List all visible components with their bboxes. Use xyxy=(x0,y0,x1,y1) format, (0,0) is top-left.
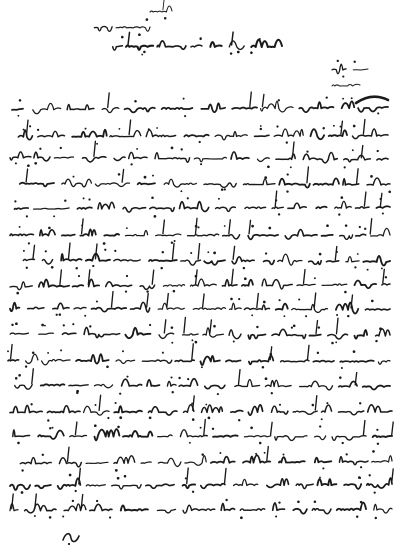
body-line-3 xyxy=(10,141,388,168)
body-line-10 xyxy=(10,317,390,344)
body-line-14 xyxy=(13,420,393,445)
body-line-12 xyxy=(15,369,390,395)
margin-note-right-2 xyxy=(332,84,360,86)
body-line-7 xyxy=(23,243,390,271)
top-marginal-note xyxy=(94,18,150,36)
body-line-4 xyxy=(20,167,391,193)
body-line-2 xyxy=(18,120,388,145)
rubric-stroke xyxy=(356,97,388,103)
body-line-9 xyxy=(10,292,390,318)
body-line-1 xyxy=(12,92,388,117)
body-line-15 xyxy=(20,447,392,472)
basmala-heading xyxy=(113,32,282,55)
margin-note-right-1 xyxy=(332,60,368,78)
body-line-16 xyxy=(10,468,393,494)
body-line-8 xyxy=(10,269,390,294)
body-line-11 xyxy=(7,344,390,369)
body-line-13 xyxy=(10,395,392,421)
top-marginal-note-small xyxy=(150,0,172,19)
catchword-mark xyxy=(60,528,82,546)
body-line-6 xyxy=(10,218,390,245)
body-line-5 xyxy=(14,191,390,218)
body-line-17 xyxy=(10,494,392,519)
